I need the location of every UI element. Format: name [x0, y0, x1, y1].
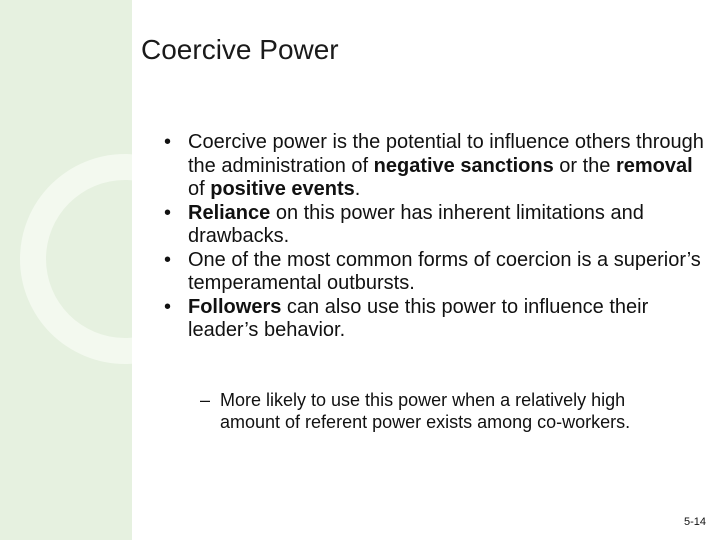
bullet-item: • Coercive power is the potential to influence others through the administration of negative sanctions or the removal of positive events.	[164, 131, 704, 202]
page-number: 5-14	[683, 516, 706, 528]
bullet-item: • Followers can also use this power to influence their leader’s behavior.	[164, 296, 704, 343]
sub-bullet-item: – More likely to use this power when a relatively high amount of referent power exists among co-workers.	[200, 389, 690, 433]
bullet-list	[164, 131, 704, 343]
bullet-item: • One of the most common forms of coercion is a superior’s temperamental outbursts.	[164, 249, 704, 296]
slide-title: Coercive Power	[141, 34, 339, 65]
bullet-item: • Reliance on this power has inherent limitations and drawbacks.	[164, 202, 704, 249]
sub-bullet-list	[200, 389, 690, 433]
